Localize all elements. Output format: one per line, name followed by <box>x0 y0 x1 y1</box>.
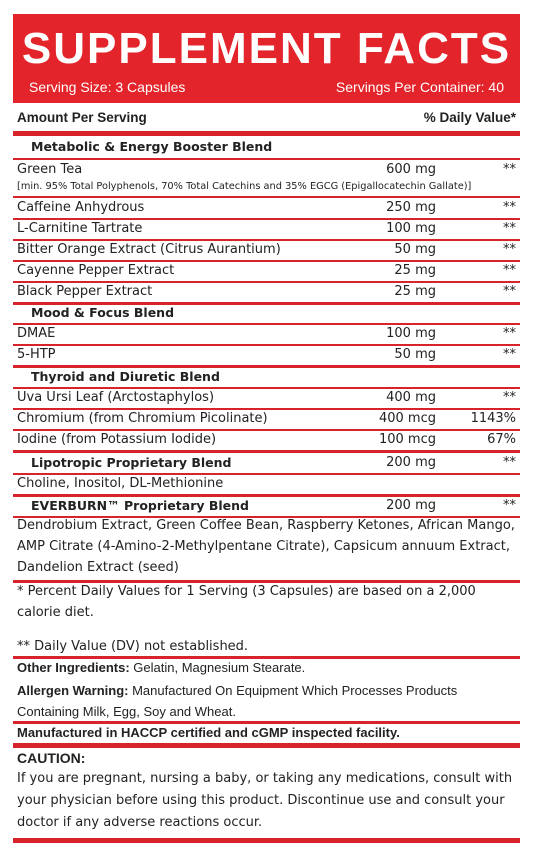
blend-lipotropic <box>17 453 516 473</box>
nutrient-name: Cayenne Pepper Extract <box>17 263 175 278</box>
blend-contents-text: Choline, Inositol, DL-Methionine <box>17 476 224 491</box>
blend-contents <box>17 474 516 494</box>
amount-per-serving-header: Amount Per Serving <box>17 110 147 125</box>
nutrient-row <box>17 345 516 365</box>
nutrient-row <box>17 198 516 218</box>
nutrient-row <box>17 240 516 260</box>
nutrient-dv: 67% <box>487 432 516 447</box>
allergen-warning-text: Manufactured On Equipment Which Processes Products Containing Milk, Egg, Soy and Wheat. <box>17 683 458 719</box>
nutrient-amount: 600 mg <box>386 162 436 177</box>
nutrient-row <box>17 324 516 344</box>
nutrient-amount: 100 mg <box>386 326 436 341</box>
nutrient-name: L-Carnitine Tartrate <box>17 221 143 236</box>
nutrient-dv: ** <box>503 284 516 299</box>
nutrient-name: Uva Ursi Leaf (Arctostaphylos) <box>17 390 215 405</box>
blend-mood-focus <box>17 303 516 323</box>
other-ingredients-label: Other Ingredients: <box>17 660 130 675</box>
other-ingredients-text: Gelatin, Magnesium Stearate. <box>129 660 306 675</box>
blend-title: Metabolic & Energy Booster Blend <box>31 139 273 154</box>
nutrient-dv: ** <box>503 263 516 278</box>
blend-amount: 200 mg <box>386 498 436 513</box>
nutrient-amount: 400 mcg <box>378 411 436 426</box>
nutrient-amount: 50 mg <box>394 242 436 257</box>
blend-title: EVERBURN™ Proprietary Blend <box>31 498 249 513</box>
label-title: SUPPLEMENT FACTS <box>21 24 512 73</box>
nutrient-dv: ** <box>503 347 516 362</box>
divider <box>13 131 520 136</box>
caution-text: If you are pregnant, nursing a baby, or taking any medications, consult with your physician before using this product. Discontinue use and consult your doctor if any adverse reactions occur. <box>17 771 513 830</box>
manufactured-statement: Manufactured in HACCP certified and cGMP inspected facility. <box>17 725 400 740</box>
nutrient-row <box>17 282 516 302</box>
blend-dv: ** <box>503 498 516 513</box>
nutrient-amount: 100 mcg <box>378 432 436 447</box>
blend-metabolic-energy <box>17 137 516 157</box>
serving-size: Serving Size: 3 Capsules <box>29 79 186 95</box>
nutrient-dv: ** <box>503 200 516 215</box>
percent-daily-value-footnote: * Percent Daily Values for 1 Serving (3 Capsules) are based on a 2,000 calorie diet. <box>17 584 476 620</box>
nutrient-row <box>17 160 516 180</box>
blend-dv: ** <box>503 455 516 470</box>
nutrient-amount: 25 mg <box>394 263 436 278</box>
nutrient-amount: 100 mg <box>386 221 436 236</box>
nutrient-name: Bitter Orange Extract (Citrus Aurantium) <box>17 242 281 257</box>
green-tea-note: [min. 95% Total Polyphenols, 70% Total Catechins and 35% EGCG (Epigallocatechin Gallate)] <box>17 181 472 192</box>
divider <box>13 838 520 843</box>
servings-per-container: Servings Per Container: 40 <box>335 79 504 95</box>
everburn-contents: Dendrobium Extract, Green Coffee Bean, Raspberry Ketones, African Mango, AMP Citrate (4-Amino-2-Methylpentane Citrate), Capsicum annuum Extract, Dandelion Extract (seed) <box>17 518 515 575</box>
supplement-facts-header <box>13 14 520 103</box>
nutrient-dv: ** <box>503 326 516 341</box>
nutrient-name: Green Tea <box>17 162 83 177</box>
blend-everburn <box>17 496 516 516</box>
blend-title: Mood & Focus Blend <box>31 305 175 320</box>
blend-thyroid-diuretic <box>17 367 516 387</box>
nutrient-name: 5-HTP <box>17 347 56 362</box>
blend-title: Lipotropic Proprietary Blend <box>31 455 232 470</box>
daily-value-header: % Daily Value* <box>423 110 516 125</box>
nutrient-dv: ** <box>503 390 516 405</box>
nutrient-dv: ** <box>503 221 516 236</box>
nutrient-name: Iodine (from Potassium Iodide) <box>17 432 217 447</box>
other-ingredients <box>17 658 517 678</box>
nutrient-row <box>17 388 516 408</box>
nutrient-amount: 400 mg <box>386 390 436 405</box>
nutrient-row <box>17 261 516 281</box>
dv-not-established-footnote: ** Daily Value (DV) not established. <box>17 639 249 654</box>
blend-title: Thyroid and Diuretic Blend <box>31 369 220 384</box>
nutrient-name: Chromium (from Chromium Picolinate) <box>17 411 268 426</box>
nutrient-dv: 1143% <box>470 411 516 426</box>
nutrient-name: Caffeine Anhydrous <box>17 200 145 215</box>
nutrient-row <box>17 409 516 429</box>
nutrient-name: DMAE <box>17 326 56 341</box>
blend-amount: 200 mg <box>386 455 436 470</box>
nutrient-amount: 50 mg <box>394 347 436 362</box>
nutrient-dv: ** <box>503 162 516 177</box>
nutrient-name: Black Pepper Extract <box>17 284 153 299</box>
nutrient-dv: ** <box>503 242 516 257</box>
allergen-warning <box>17 680 517 722</box>
column-headers <box>17 110 516 128</box>
nutrient-row <box>17 219 516 239</box>
divider <box>13 743 520 748</box>
nutrient-amount: 250 mg <box>386 200 436 215</box>
nutrient-row <box>17 430 516 450</box>
nutrient-amount: 25 mg <box>394 284 436 299</box>
allergen-warning-label: Allergen Warning: <box>17 683 129 698</box>
caution-title: CAUTION: <box>17 750 86 766</box>
